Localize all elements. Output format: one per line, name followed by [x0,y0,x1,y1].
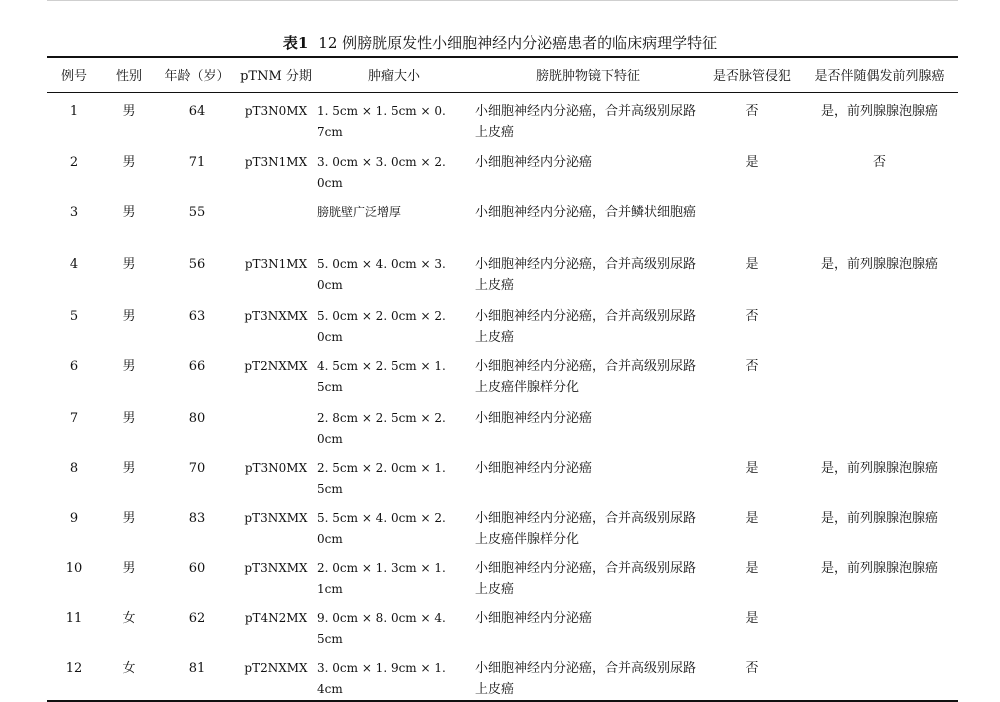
table-row [47,298,958,348]
cell-tumor-size: 5. 0cm × 4. 0cm × 3. 0cm [317,257,446,292]
cell-tumor-size: 3. 0cm × 1. 9cm × 1. 4cm [317,661,446,696]
cell-sex: 男 [122,155,136,170]
cell-tumor-size: 2. 0cm × 1. 3cm × 1. 1cm [317,561,446,596]
header-case-no: 例号 [47,57,101,92]
cell-sex: 男 [122,461,136,476]
cell-prostate-cancer [801,348,958,400]
cell-age: 62 [188,611,206,626]
cell-ptnm [237,400,315,450]
cell-prostate-cancer: 是，前列腺腺泡腺癌 [820,461,938,476]
table-row [47,550,958,600]
cell-tumor-size: 5. 0cm × 2. 0cm × 2. 0cm [317,309,446,344]
cell-vascular-invasion: 否 [745,359,759,374]
cell-case-no: 5 [69,309,79,324]
cell-microscopic-features: 小细胞神经内分泌癌 [475,155,593,170]
cell-case-no: 3 [69,205,79,220]
table-row [47,650,958,701]
cell-vascular-invasion: 是 [745,257,759,272]
cell-sex: 男 [122,411,136,426]
cell-ptnm: pT2NXMX [244,359,308,373]
cell-tumor-size: 3. 0cm × 3. 0cm × 2. 0cm [317,155,446,190]
cell-microscopic-features: 小细胞神经内分泌癌，合并高级别尿路上皮癌伴腺样分化 [475,359,697,395]
cell-microscopic-features: 小细胞神经内分泌癌 [475,411,593,426]
cell-ptnm: pT3NXMX [244,511,308,525]
header-prostate-cancer: 是否伴随偶发前列腺癌 [801,57,958,92]
table-row [47,600,958,650]
cell-ptnm: pT3N0MX [244,103,308,118]
cell-sex: 男 [122,359,136,374]
cell-prostate-cancer [801,298,958,348]
table-row [47,400,958,450]
cell-tumor-size: 5. 5cm × 4. 0cm × 2. 0cm [317,511,446,546]
header-vascular-invasion: 是否脉管侵犯 [703,57,801,92]
cell-microscopic-features: 小细胞神经内分泌癌 [475,611,593,626]
cell-age: 60 [188,561,206,576]
cell-age: 81 [188,661,206,676]
cell-vascular-invasion: 是 [745,611,759,626]
cell-microscopic-features: 小细胞神经内分泌癌，合并高级别尿路上皮癌 [475,257,697,293]
header-ptnm: pTNM 分期 [237,57,315,92]
table-row [47,246,958,298]
cell-ptnm: pT3N0MX [244,461,308,475]
cell-case-no: 10 [65,561,83,576]
cell-tumor-size: 9. 0cm × 8. 0cm × 4. 5cm [317,611,446,646]
cell-ptnm: pT3NXMX [244,561,308,575]
cell-case-no: 1 [69,103,79,119]
table-row [47,144,958,194]
cell-case-no: 8 [69,461,79,476]
cell-age: 66 [188,359,206,374]
table-caption [0,33,1000,53]
cell-age: 70 [188,461,206,476]
cell-prostate-cancer: 是，前列腺腺泡腺癌 [820,257,938,272]
cell-tumor-size: 膀胱壁广泛增厚 [317,205,402,219]
cell-prostate-cancer [801,194,958,246]
cell-tumor-size: 2. 5cm × 2. 0cm × 1. 5cm [317,461,446,496]
cell-case-no: 4 [69,257,79,272]
cell-age: 56 [188,257,206,272]
cell-sex: 男 [122,257,136,272]
cell-age: 80 [188,411,206,426]
cell-prostate-cancer [801,650,958,701]
cell-prostate-cancer [801,600,958,650]
cell-vascular-invasion: 是 [745,155,759,170]
cell-prostate-cancer: 是，前列腺腺泡腺癌 [820,561,938,576]
cell-tumor-size: 1. 5cm × 1. 5cm × 0. 7cm [317,103,446,139]
table-row [47,92,958,144]
cell-case-no: 11 [65,611,83,626]
cell-sex: 男 [122,103,136,119]
cell-sex: 男 [122,309,136,324]
top-rule [47,0,958,1]
cell-vascular-invasion: 否 [745,309,759,324]
cell-tumor-size: 4. 5cm × 2. 5cm × 1. 5cm [317,359,446,394]
cell-microscopic-features: 小细胞神经内分泌癌，合并高级别尿路上皮癌 [475,309,697,345]
table-number: 表1 [282,34,309,52]
header-row [47,57,958,92]
table-row [47,500,958,550]
cell-sex: 男 [122,511,136,526]
cell-ptnm: pT2NXMX [244,661,308,675]
header-age: 年龄（岁） [157,57,237,92]
cell-prostate-cancer: 否 [872,155,886,170]
header-sex: 性别 [101,57,157,92]
cell-microscopic-features: 小细胞神经内分泌癌，合并鳞状细胞癌 [475,205,697,220]
cell-ptnm: pT3NXMX [244,309,308,323]
cell-microscopic-features: 小细胞神经内分泌癌，合并高级别尿路上皮癌 [475,561,697,597]
cell-vascular-invasion [703,194,801,246]
cell-case-no: 9 [69,511,79,526]
cell-prostate-cancer: 是，前列腺腺泡腺癌 [820,511,938,526]
cell-vascular-invasion: 是 [745,561,759,576]
cell-ptnm: pT3N1MX [244,155,308,169]
cell-prostate-cancer [801,400,958,450]
cell-ptnm: pT4N2MX [244,611,308,625]
table-row [47,450,958,500]
cell-sex: 男 [122,561,136,576]
table-row [47,194,958,246]
cell-tumor-size: 2. 8cm × 2. 5cm × 2. 0cm [317,411,446,446]
cell-vascular-invasion: 否 [745,103,759,119]
cell-vascular-invasion: 否 [745,661,759,676]
cell-case-no: 2 [69,155,79,170]
cell-sex: 男 [122,205,136,220]
cell-ptnm [237,194,315,246]
cell-case-no: 12 [65,661,83,676]
cell-microscopic-features: 小细胞神经内分泌癌，合并高级别尿路上皮癌伴腺样分化 [475,511,697,547]
header-microscopic-features: 膀胱肿物镜下特征 [473,57,703,92]
cell-vascular-invasion: 是 [745,511,759,526]
cell-microscopic-features: 小细胞神经内分泌癌，合并高级别尿路上皮癌 [475,661,697,697]
cell-age: 64 [188,103,206,119]
cell-microscopic-features: 小细胞神经内分泌癌 [475,461,593,476]
cell-vascular-invasion [703,400,801,450]
cell-age: 83 [188,511,206,526]
table-row [47,348,958,400]
cell-sex: 女 [122,661,136,676]
clinicopathologic-table [47,56,958,702]
cell-age: 55 [188,205,206,220]
header-tumor-size: 肿瘤大小 [315,57,473,92]
cell-age: 71 [188,155,206,170]
table-title: 12 例膀胱原发性小细胞神经内分泌癌患者的临床病理学特征 [318,34,718,52]
cell-ptnm: pT3N1MX [244,257,308,271]
cell-sex: 女 [122,611,136,626]
cell-age: 63 [188,309,206,324]
cell-case-no: 7 [69,411,79,426]
cell-microscopic-features: 小细胞神经内分泌癌，合并高级别尿路上皮癌 [475,103,697,140]
cell-vascular-invasion: 是 [745,461,759,476]
cell-prostate-cancer: 是，前列腺腺泡腺癌 [820,103,938,119]
cell-case-no: 6 [69,359,79,374]
